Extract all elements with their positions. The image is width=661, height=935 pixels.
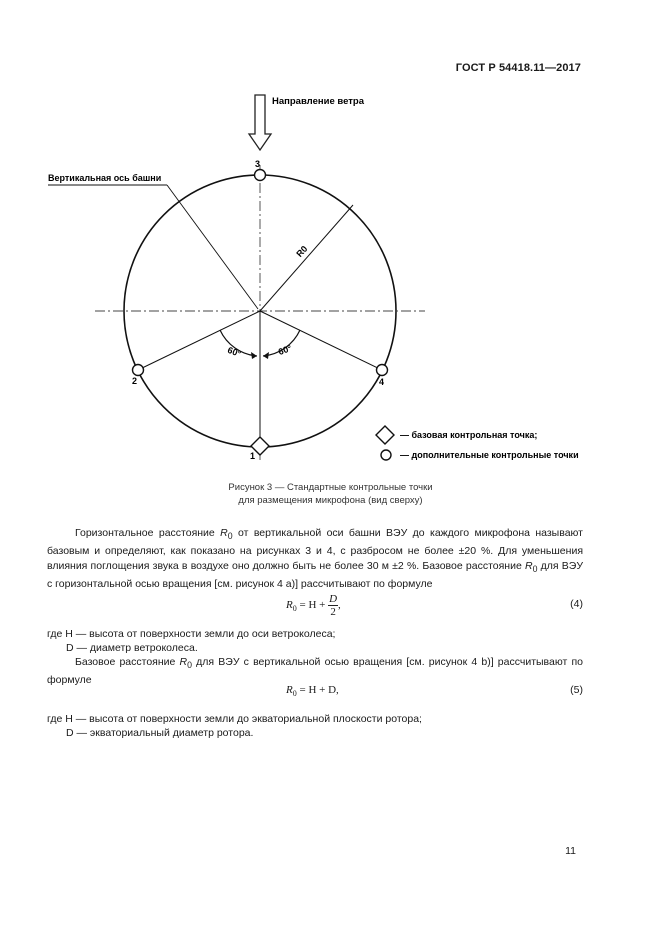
formula-4: $R_0 = H$ + $\frac{D}{2}$ , [286,593,341,618]
radius-label: R0 [294,243,310,259]
where-block-2: где H — высота от поверхности земли до экваториальной плоскости ротора; D — экваториальный диаметр ротора. [47,713,422,739]
angle-right-label: 60° [276,342,294,358]
figure-caption [0,481,661,507]
point-4-label: 4 [379,377,385,387]
caption-line-1: Рисунок 3 — Стандартные контрольные точки [228,482,433,493]
point-3-marker [255,170,266,181]
tower-axis-leader [167,185,258,309]
document-code: ГОСТ Р 54418.11—2017 [455,62,581,74]
paragraph-1: Горизонтальное расстояние $R_0$ от вертикальной оси башни ВЭУ до каждого микрофона называют базовым и определяют, как показано на рисунках 3 и 4, с разбросом не более ±20 %. Для уменьшения влияния поглощения звука в воздухе оно должно быть не более 30 м ±2 %. Базовое расстояние $R_0$ для ВЭУ с горизонтальной осью вращения [см. рисунок 4 а)] рассчитывают по формуле [47,527,583,591]
legend-extra-text: — дополнительные контрольные точки [400,450,579,460]
legend-circle-icon [381,450,391,460]
point-2-label: 2 [132,376,138,386]
wind-arrow-icon [249,95,271,150]
page-number: 11 [565,845,576,857]
point-2-marker [133,365,144,376]
equation-number-5: (5) [570,684,583,696]
tower-axis-label: Вертикальная ось башни [48,173,162,183]
where-block-1: где H — высота от поверхности земли до оси ветроколеса; D — диаметр ветроколеса. [47,628,336,654]
radius-r0-line [260,205,353,311]
point-1-label: 1 [250,451,256,461]
formula-5: $R_0 = H + D$, [286,684,339,699]
equation-number-4: (4) [570,598,583,610]
legend-diamond-icon [376,426,394,444]
caption-line-2: для размещения микрофона (вид сверху) [238,495,423,506]
radius-to-point-4 [260,311,382,370]
point-4-marker [377,365,388,376]
radius-to-point-2 [138,311,260,370]
point-3-label: 3 [255,159,261,169]
angle-left-label: 60° [226,344,243,359]
paragraph-2: Базовое расстояние $R_0$ для ВЭУ с вертикальной осью вращения [см. рисунок 4 b)] рассчитывают по формуле [47,656,584,687]
legend-base-text: — базовая контрольная точка; [400,430,538,440]
wind-direction-label: Направление ветра [272,96,364,107]
